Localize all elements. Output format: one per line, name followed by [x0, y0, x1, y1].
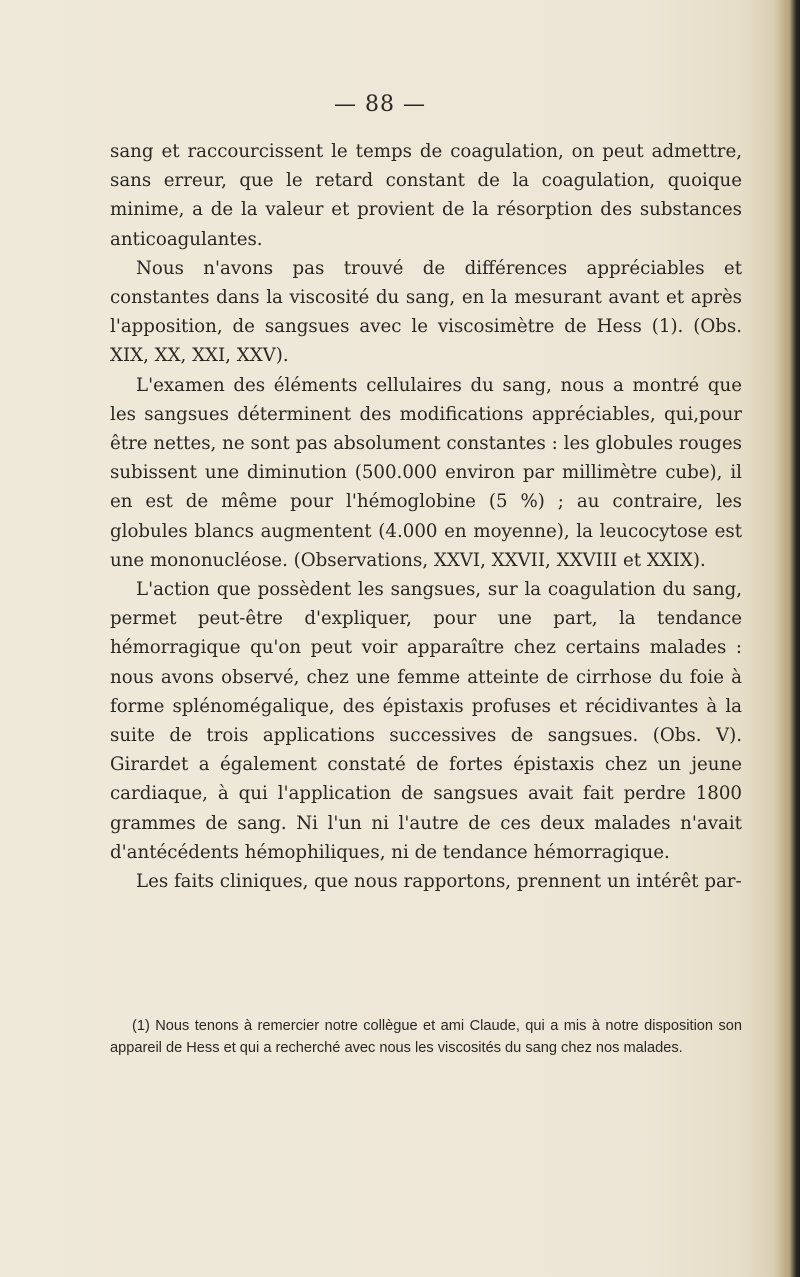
footnote: [110, 1016, 742, 1059]
page-number-header: — 88 —: [334, 92, 426, 117]
paragraph-2: Nous n'avons pas trouvé de différences appréciables et constantes dans la viscosité du sang, en la mesurant avant et après l'apposition, de sangsues avec le viscosimètre de Hess (1). (Obs. XIX, XX, XXI, XXV).: [110, 257, 742, 367]
paragraph-3: L'examen des éléments cellulaires du sang, nous a montré que les sangsues déterminent des modifications appréciables, qui,pour être nettes, ne sont pas absolument constantes : les globules rouges subissent une diminution (500.000 environ par millimètre cube), il en est de même pour l'hémoglobine (5 %) ; au contraire, les globules blancs augmentent (4.000 en moyenne), la leucocytose est une mononucléose. (Observations, XXVI, XXVII, XXVIII et XXIX).: [110, 374, 742, 571]
footnote-text: (1) Nous tenons à remercier notre collègue et ami Claude, qui a mis à notre disposition son appareil de Hess et qui a recherché avec nous les viscosités du sang chez nos malades.: [110, 1018, 742, 1056]
main-text: [110, 137, 742, 896]
paragraph-5: Les faits cliniques, que nous rapportons, prennent un intérêt par-: [136, 871, 742, 893]
paragraph-1: sang et raccourcissent le temps de coagulation, on peut admettre, sans erreur, que le retard constant de la coagulation, quoique minime, a de la valeur et provient de la résorption des substances anticoagulantes.: [110, 141, 742, 250]
page-edge-shadow: [774, 0, 800, 1277]
paragraph-4: L'action que possèdent les sangsues, sur la coagulation du sang, permet peut-être d'expliquer, pour une part, la tendance hémorragique qu'on peut voir apparaître chez certains malades : nous avons observé, chez une femme atteinte de cirrhose du foie à forme splénomégalique, des épistaxis profuses et récidivantes à la suite de trois applications successives de sangsues. (Obs. V). Girardet a également constaté de fortes épistaxis chez un jeune cardiaque, à qui l'application de sangsues avait fait perdre 1800 grammes de sang. Ni l'un ni l'autre de ces deux malades n'avait d'antécédents hémophiliques, ni de tendance hémorragique.: [110, 579, 742, 863]
